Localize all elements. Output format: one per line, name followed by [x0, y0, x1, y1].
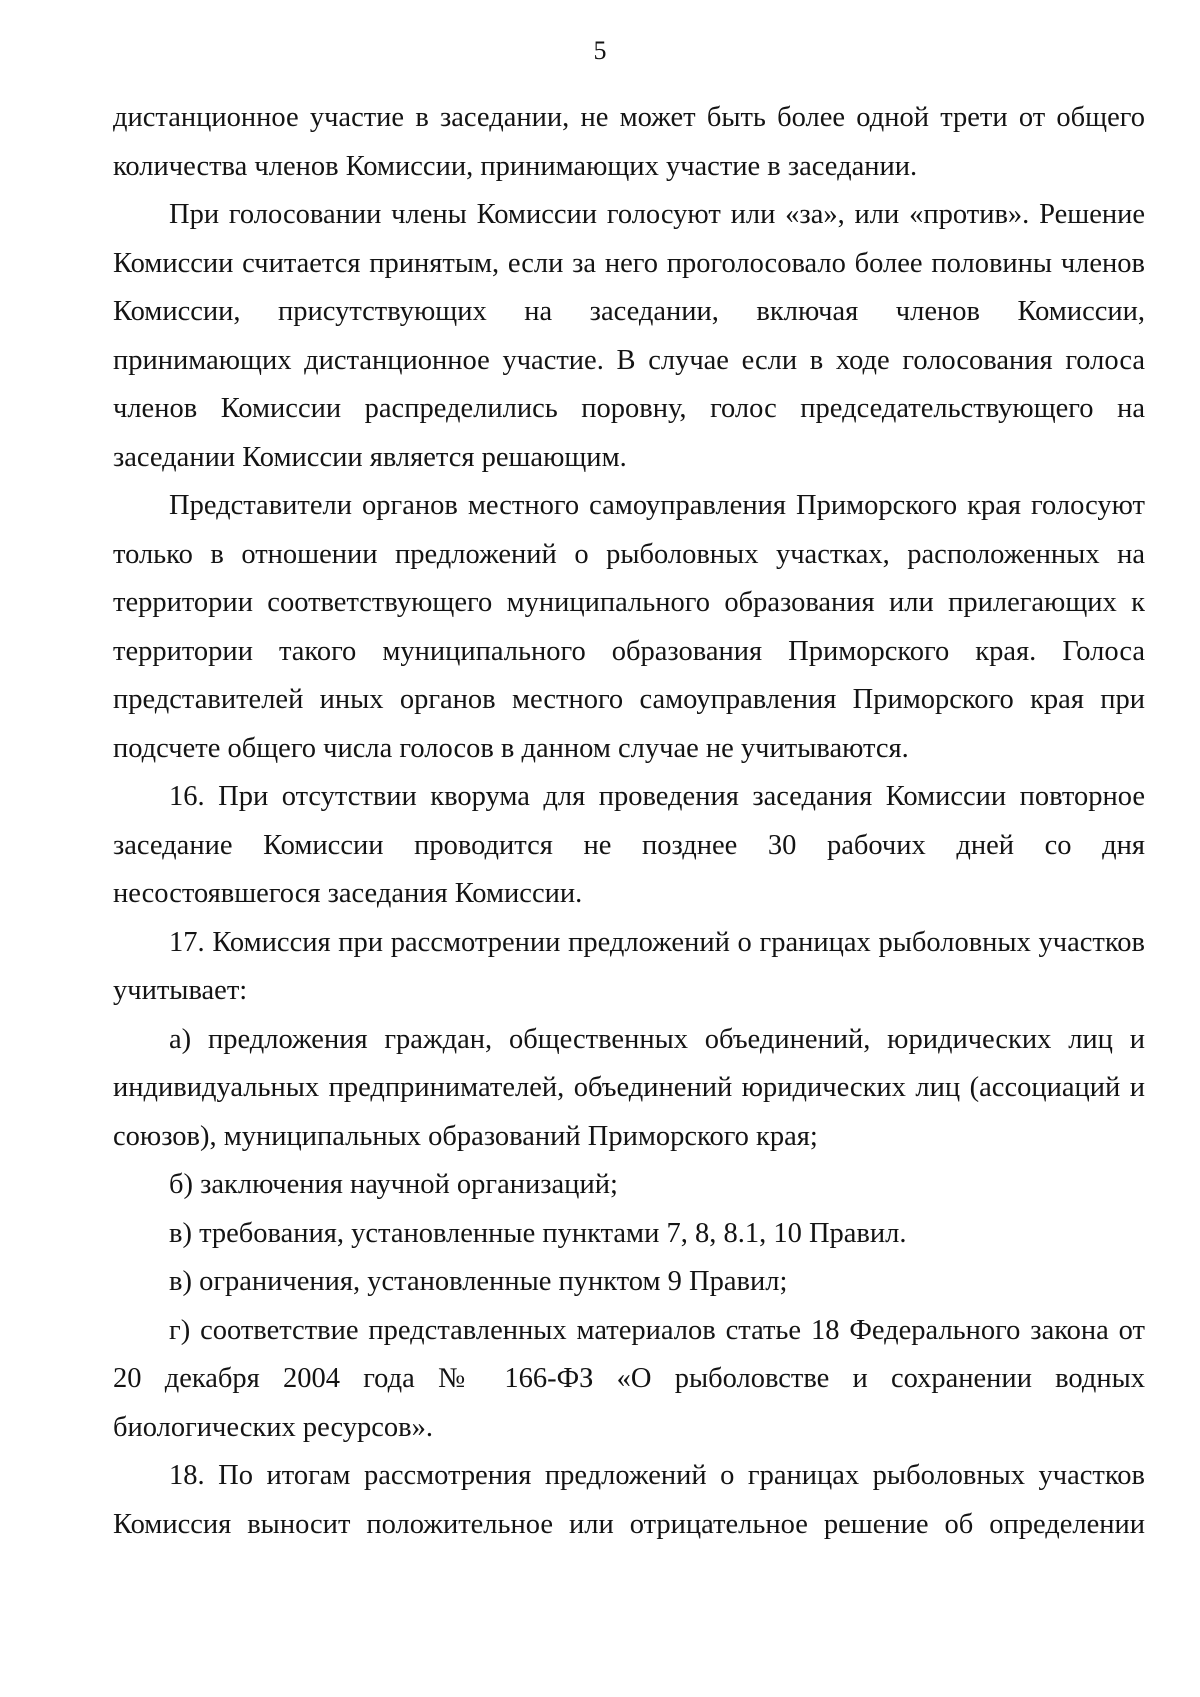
document-body: [113, 94, 1145, 1549]
paragraph-item-17g: г) соответствие представленных материалов статье 18 Федерального закона от 20 декабря 2004 года № 166-ФЗ «О рыболовстве и сохранении водных биологических ресурсов».: [113, 1314, 1145, 1443]
paragraph-local-government-votes: Представители органов местного самоуправления Приморского края голосуют только в отношении предложений о рыболовных участках, расположенных на территории соответствующего муниципального образования или прилегающих к территории такого муниципального образования Приморского края. Голоса представителей иных органов местного самоуправления Приморского края при подсчете общего числа голосов в данном случае не учитываются.: [113, 490, 1145, 764]
paragraph-continuation: дистанционное участие в заседании, не может быть более одной трети от общего количества членов Комиссии, принимающих участие в заседании.: [113, 102, 1145, 182]
paragraph-item-17: 17. Комиссия при рассмотрении предложений о границах рыболовных участков учитывает:: [113, 926, 1145, 1006]
page-number: 5: [593, 36, 607, 65]
paragraph-item-16: 16. При отсутствии кворума для проведения заседания Комиссии повторное заседание Комиссии проводится не позднее 30 рабочих дней со дня несостоявшегося заседания Комиссии.: [113, 781, 1145, 909]
paragraph-voting: При голосовании члены Комиссии голосуют или «за», или «против». Решение Комиссии считается принятым, если за него проголосовало более половины членов Комиссии, присутствующих на заседании, включая членов Комиссии, принимающих дистанционное участие. В случае если в ходе голосования голоса членов Комиссии распределились поровну, голос председательствующего на заседании Комиссии является решающим.: [113, 199, 1145, 473]
paragraph-item-17a: а) предложения граждан, общественных объединений, юридических лиц и индивидуальных предпринимателей, объединений юридических лиц (ассоциаций и союзов), муниципальных образований Приморского края;: [113, 1023, 1145, 1152]
paragraph-item-17v-requirements: в) требования, установленные пунктами 7, 8, 8.1, 10 Правил.: [169, 1217, 907, 1249]
paragraph-item-17b: б) заключения научной организаций;: [169, 1169, 618, 1200]
paragraph-item-17v-restrictions: в) ограничения, установленные пунктом 9 Правил;: [169, 1266, 788, 1297]
paragraph-item-18: 18. По итогам рассмотрения предложений о границах рыболовных участков Комиссия выносит положительное или отрицательное решение об определении: [113, 1460, 1145, 1540]
